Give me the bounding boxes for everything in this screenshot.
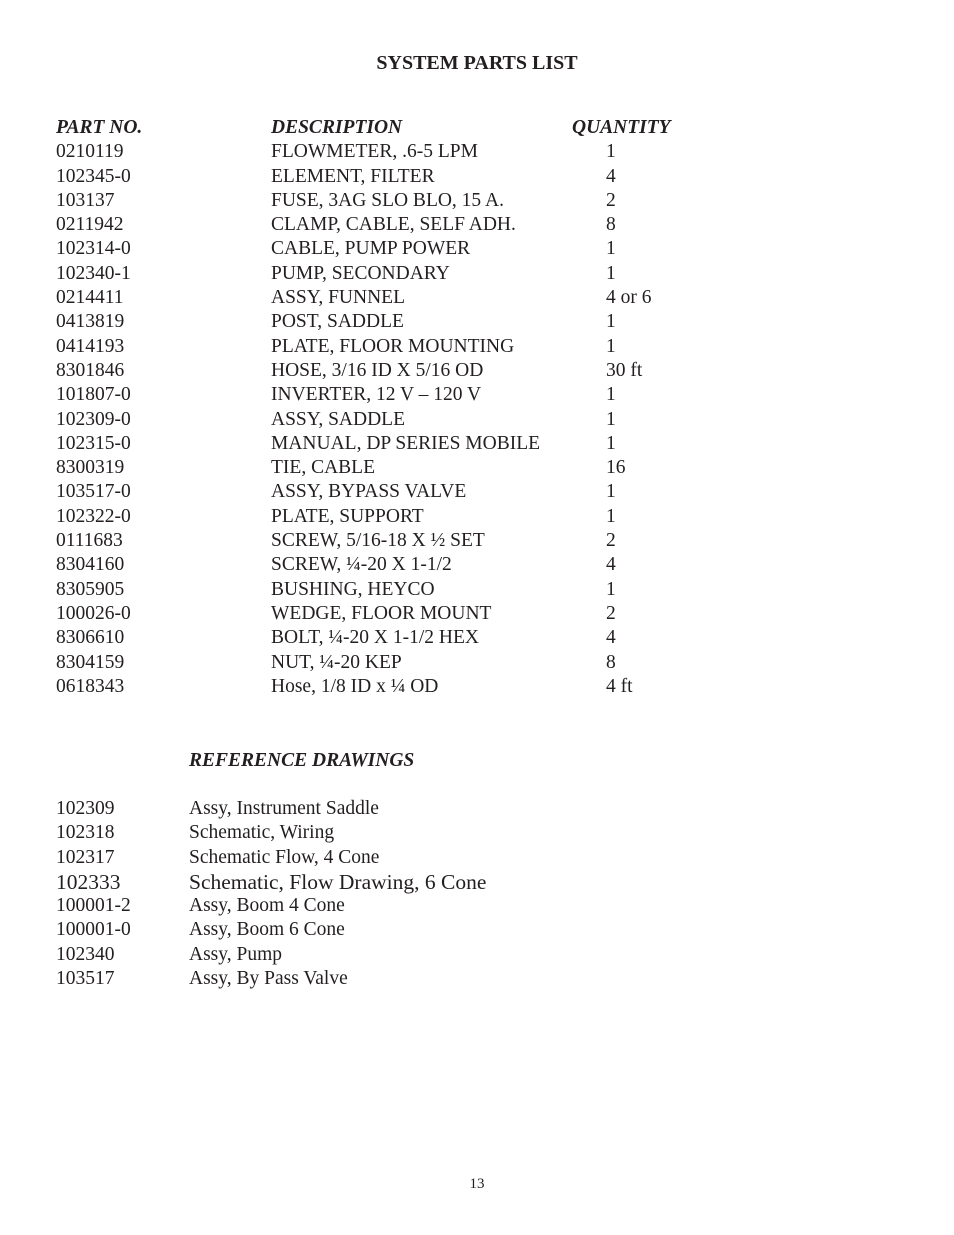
table-row [56,675,756,699]
part-quantity: 1 [606,335,616,357]
part-number: 102309-0 [56,408,131,430]
header-description: DESCRIPTION [271,117,403,138]
drawing-number: 103517 [56,968,115,990]
part-number: 102315-0 [56,432,131,454]
part-number: 0618343 [56,675,125,697]
part-description: TIE, CABLE [271,457,375,479]
part-quantity: 1 [606,384,616,406]
header-quantity: QUANTITY [572,117,671,138]
part-description: ELEMENT, FILTER [271,165,435,187]
drawing-number: 102340 [56,943,115,965]
part-number: 102322-0 [56,505,131,527]
part-quantity: 4 ft [606,675,633,697]
part-description: CLAMP, CABLE, SELF ADH. [271,214,516,236]
drawing-title: Assy, By Pass Valve [189,968,348,990]
drawing-number: 102333 [56,869,121,894]
table-row [56,335,756,359]
part-number: 8306610 [56,627,125,649]
part-quantity: 1 [606,141,616,163]
part-quantity: 1 [606,505,616,527]
part-quantity: 8 [606,651,616,673]
drawing-title: Schematic Flow, 4 Cone [189,846,380,868]
part-description: FLOWMETER, .6-5 LPM [271,141,478,163]
part-number: 0111683 [56,530,123,552]
table-row [56,894,756,918]
part-quantity: 1 [606,311,616,333]
drawing-title: Assy, Boom 4 Cone [189,895,345,917]
drawing-number: 102318 [56,822,115,844]
drawing-title: Assy, Pump [189,943,283,965]
part-description: Hose, 1/8 ID x ¼ OD [271,675,439,697]
part-number: 102314-0 [56,238,131,260]
part-quantity: 1 [606,481,616,503]
part-description: ASSY, BYPASS VALVE [271,481,467,503]
part-number: 0214411 [56,287,124,309]
table-row [56,456,756,480]
table-row [56,578,756,602]
part-quantity: 1 [606,408,616,430]
table-row [56,870,756,894]
drawing-number: 102317 [56,846,115,868]
part-description: SCREW, ¼-20 X 1-1/2 [271,554,452,576]
part-number: 100026-0 [56,602,131,624]
parts-rows [56,140,756,699]
part-quantity: 4 [606,165,616,187]
part-number: 102345-0 [56,165,131,187]
part-number: 102340-1 [56,262,131,284]
table-row [56,651,756,675]
table-row [56,213,756,237]
part-number: 0211942 [56,214,124,236]
table-row [56,553,756,577]
part-quantity: 1 [606,432,616,454]
part-quantity: 30 ft [606,359,643,381]
table-row [56,918,756,942]
part-description: SCREW, 5/16-18 X ½ SET [271,530,485,552]
page-title: SYSTEM PARTS LIST [376,52,578,74]
part-description: POST, SADDLE [271,311,404,333]
table-row [56,505,756,529]
table-row [56,821,756,845]
table-row [56,602,756,626]
part-number: 0210119 [56,141,124,163]
part-number: 103517-0 [56,481,131,503]
part-number: 0414193 [56,335,125,357]
drawing-title: Schematic, Wiring [189,822,335,844]
part-description: PLATE, SUPPORT [271,505,424,527]
part-quantity: 2 [606,189,616,211]
part-number: 8304160 [56,554,125,576]
table-row [56,286,756,310]
table-row [56,967,756,991]
drawing-title: Assy, Instrument Saddle [189,798,379,819]
table-row [56,943,756,967]
part-quantity: 8 [606,214,616,236]
table-row [56,797,756,821]
part-quantity: 4 [606,627,616,649]
part-number: 0413819 [56,311,125,333]
part-number: 8301846 [56,359,125,381]
drawing-title: Schematic, Flow Drawing, 6 Cone [189,869,487,894]
table-row [56,408,756,432]
table-row [56,383,756,407]
part-number: 8305905 [56,578,125,600]
table-row [56,189,756,213]
part-quantity: 4 [606,554,616,576]
part-quantity: 16 [606,457,626,479]
drawing-number: 100001-0 [56,919,131,941]
part-quantity: 1 [606,238,616,260]
drawing-number: 100001-2 [56,895,131,917]
part-description: ASSY, SADDLE [271,408,406,430]
table-row [56,310,756,334]
part-quantity: 2 [606,602,616,624]
part-description: FUSE, 3AG SLO BLO, 15 A. [271,189,504,211]
part-quantity: 1 [606,578,616,600]
reference-drawings-heading: REFERENCE DRAWINGS [189,750,415,771]
parts-table [56,116,756,699]
parts-table-header [56,116,756,140]
part-description: INVERTER, 12 V – 120 V [271,384,482,406]
drawing-number: 102309 [56,798,115,819]
part-description: HOSE, 3/16 ID X 5/16 OD [271,359,484,381]
part-description: PLATE, FLOOR MOUNTING [271,335,515,357]
part-description: NUT, ¼-20 KEP [271,651,402,673]
part-number: 8304159 [56,651,125,673]
part-description: BOLT, ¼-20 X 1-1/2 HEX [271,627,479,649]
page-number: 13 [469,1176,485,1192]
part-number: 103137 [56,189,115,211]
table-row [56,165,756,189]
part-description: ASSY, FUNNEL [271,287,406,309]
table-row [56,480,756,504]
part-description: WEDGE, FLOOR MOUNT [271,602,492,624]
reference-drawings-table [56,797,756,991]
table-row [56,432,756,456]
part-description: BUSHING, HEYCO [271,578,435,600]
table-row [56,846,756,870]
part-description: MANUAL, DP SERIES MOBILE [271,432,541,454]
table-row [56,140,756,164]
part-description: PUMP, SECONDARY [271,262,450,284]
table-row [56,626,756,650]
part-number: 8300319 [56,457,125,479]
table-row [56,262,756,286]
part-number: 101807-0 [56,384,131,406]
part-quantity: 1 [606,262,616,284]
part-description: CABLE, PUMP POWER [271,238,471,260]
part-quantity: 4 or 6 [606,287,652,309]
header-part-no: PART NO. [56,117,143,138]
drawing-title: Assy, Boom 6 Cone [189,919,345,941]
table-row [56,359,756,383]
part-quantity: 2 [606,530,616,552]
table-row [56,237,756,261]
table-row [56,529,756,553]
